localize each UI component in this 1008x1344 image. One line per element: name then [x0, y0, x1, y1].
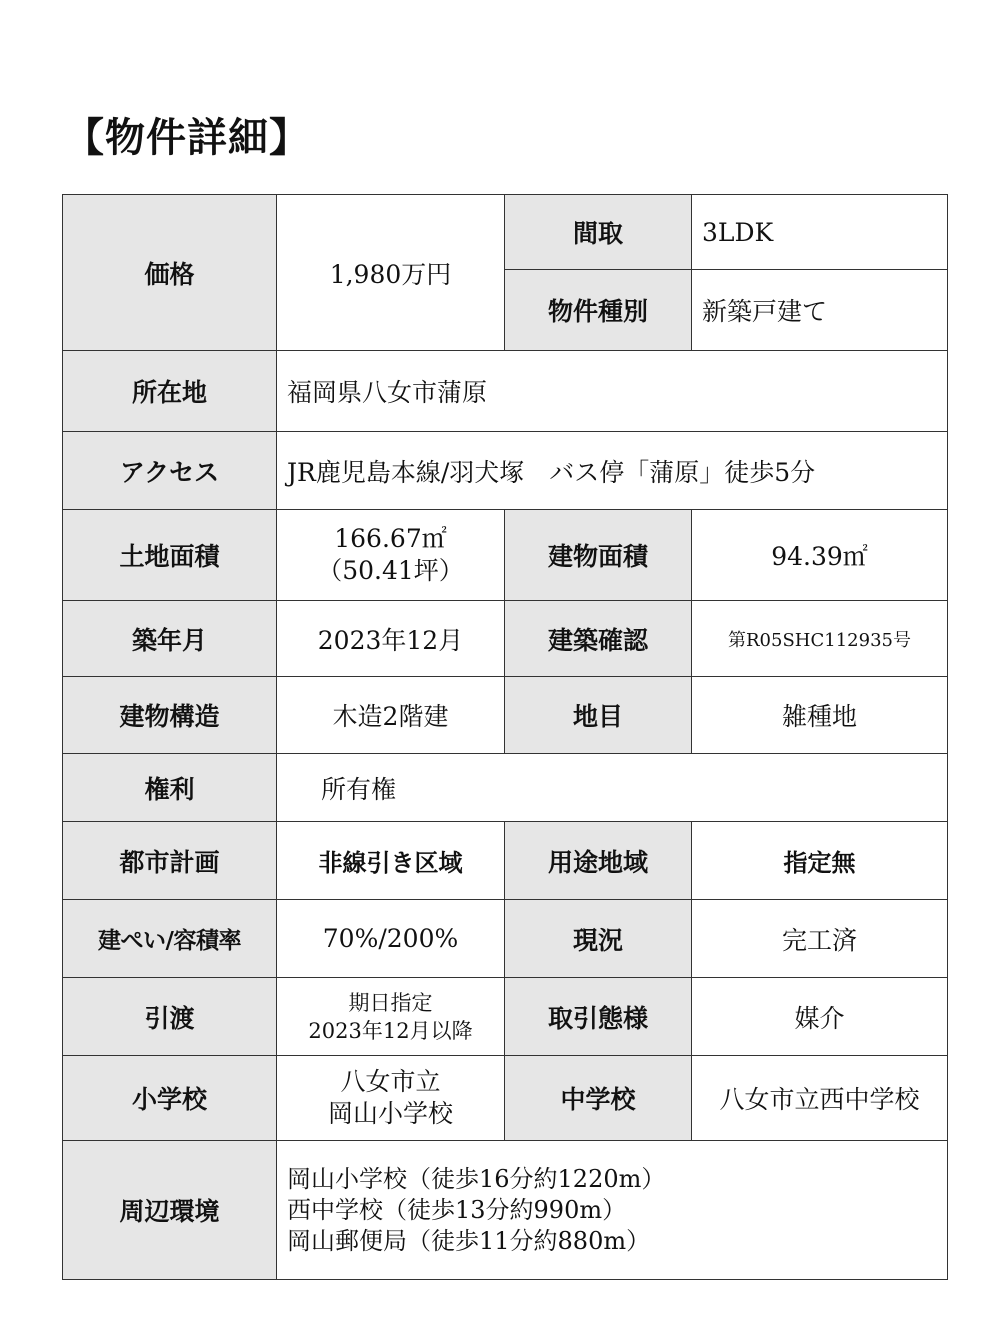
structure-label: 建物構造: [63, 677, 277, 754]
delivery-line1: 期日指定: [348, 990, 433, 1015]
land-category-label: 地目: [505, 677, 692, 754]
rights-label: 権利: [63, 754, 277, 822]
row-price-layout: [63, 195, 948, 270]
row-surroundings: [63, 1141, 948, 1280]
row-schools: [63, 1056, 948, 1141]
junior-high-label: 中学校: [505, 1056, 692, 1141]
elementary-value: [277, 1056, 505, 1141]
status-value: 完工済: [692, 900, 948, 978]
confirmation-label: 建築確認: [505, 601, 692, 677]
structure-value: 木造2階建: [277, 677, 505, 754]
row-coverage: [63, 900, 948, 978]
building-area-label: 建物面積: [505, 510, 692, 601]
city-planning-label: 都市計画: [63, 822, 277, 900]
elementary-line1: 八女市立: [340, 1067, 441, 1096]
location-label: 所在地: [63, 351, 277, 432]
row-rights: [63, 754, 948, 822]
delivery-label: 引渡: [63, 978, 277, 1056]
layout-label: 間取: [505, 195, 692, 270]
land-area-label: 土地面積: [63, 510, 277, 601]
status-label: 現況: [505, 900, 692, 978]
junior-high-value: 八女市立西中学校: [692, 1056, 948, 1141]
land-category-value: 雑種地: [692, 677, 948, 754]
elementary-label: 小学校: [63, 1056, 277, 1141]
row-access: [63, 432, 948, 510]
confirmation-value: 第R05SHC112935号: [692, 601, 948, 677]
delivery-value: [277, 978, 505, 1056]
row-built: [63, 601, 948, 677]
coverage-label: 建ぺい/容積率: [63, 900, 277, 978]
land-area-sqm: 166.67㎡: [334, 524, 447, 553]
access-value: JR鹿児島本線/羽犬塚 バス停「蒲原」徒歩5分: [277, 432, 948, 510]
price-value: 1,980万円: [277, 195, 505, 351]
delivery-line2: 2023年12月以降: [308, 1018, 473, 1043]
location-value: 福岡県八女市蒲原: [277, 351, 948, 432]
property-type-label: 物件種別: [505, 270, 692, 351]
surroundings-value: [277, 1141, 948, 1280]
surroundings-label: 周辺環境: [63, 1141, 277, 1280]
surroundings-item: 岡山小学校（徒歩16分約1220m）: [287, 1164, 666, 1193]
rights-value: 所有権: [277, 754, 948, 822]
row-city-planning: [63, 822, 948, 900]
zoning-value: 指定無: [692, 822, 948, 900]
surroundings-item: 西中学校（徒歩13分約990m）: [287, 1195, 627, 1224]
transaction-value: 媒介: [692, 978, 948, 1056]
built-value: 2023年12月: [277, 601, 505, 677]
price-label: 価格: [63, 195, 277, 351]
row-area: [63, 510, 948, 601]
building-area-value: 94.39㎡: [692, 510, 948, 601]
built-label: 築年月: [63, 601, 277, 677]
row-structure: [63, 677, 948, 754]
property-type-value: 新築戸建て: [692, 270, 948, 351]
layout-value: 3LDK: [692, 195, 948, 270]
transaction-label: 取引態様: [505, 978, 692, 1056]
row-location: [63, 351, 948, 432]
elementary-line2: 岡山小学校: [327, 1099, 453, 1128]
land-area-tsubo: （50.41坪）: [317, 556, 464, 585]
page-title: 【物件詳細】: [64, 115, 310, 161]
row-delivery: [63, 978, 948, 1056]
zoning-label: 用途地域: [505, 822, 692, 900]
land-area-value: [277, 510, 505, 601]
coverage-value: 70%/200%: [277, 900, 505, 978]
property-detail-table: [62, 194, 948, 1280]
surroundings-item: 岡山郵便局（徒歩11分約880m）: [287, 1226, 651, 1255]
access-label: アクセス: [63, 432, 277, 510]
city-planning-value: 非線引き区域: [277, 822, 505, 900]
